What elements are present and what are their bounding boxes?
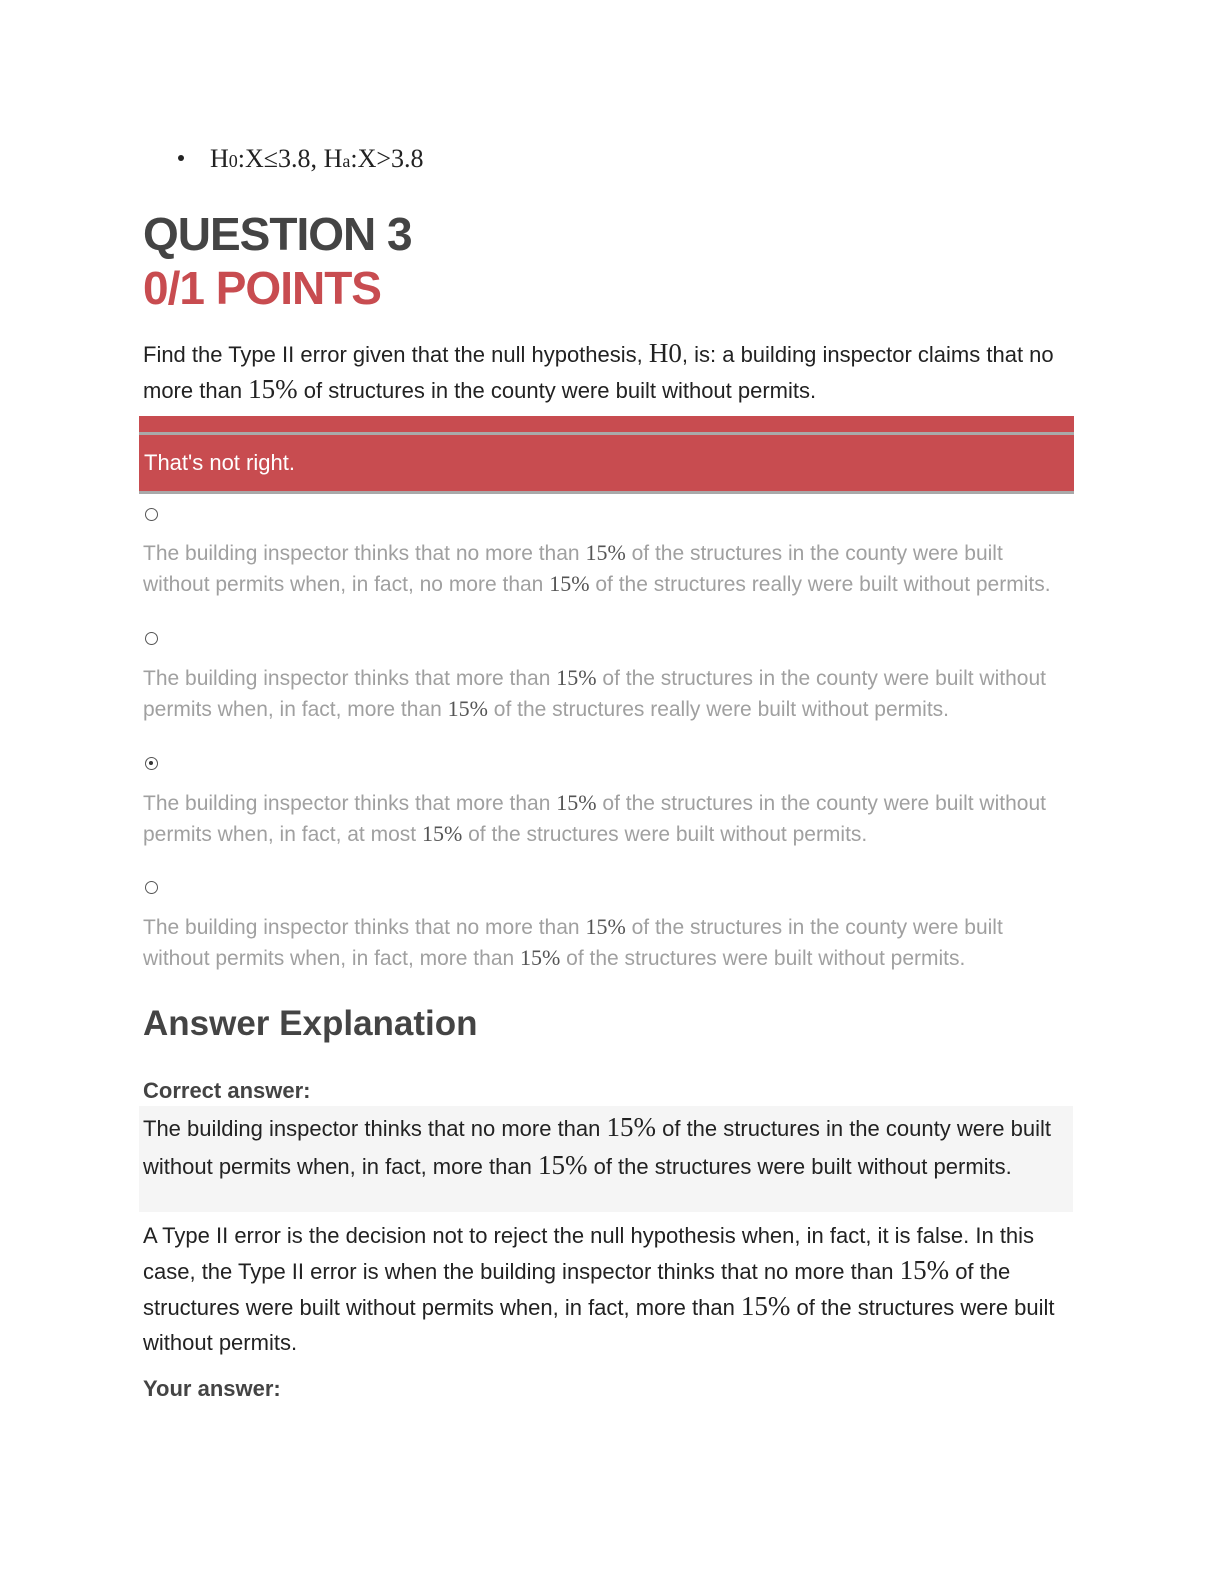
option-3-percent-1: 15% [556, 790, 597, 815]
question-text [143, 336, 1073, 408]
option-1-radio[interactable] [145, 508, 158, 521]
option-1-text[interactable] [143, 538, 1073, 600]
option-1-percent-1: 15% [585, 540, 626, 565]
your-answer-label: Your answer: [143, 1376, 281, 1401]
option-4-part3: of the structures were built without permits. [560, 947, 966, 970]
option-2-part2: of the structures in the county were built without permits when, in fact, more than [143, 667, 1046, 721]
option-2-text[interactable] [143, 663, 1073, 725]
option-4-radio[interactable] [145, 881, 158, 894]
option-4-text[interactable] [143, 912, 1073, 974]
question-points: 0/1 POINTS [143, 262, 381, 314]
explanation-percent-2: 15% [740, 1291, 791, 1321]
feedback-banner [139, 416, 1074, 494]
question-text-part2: , is: a building inspector claims that no more than [143, 342, 1054, 403]
option-2-part1: The building inspector thinks that more than [143, 667, 557, 690]
ha-subscript: a [342, 151, 351, 171]
option-3-part1: The building inspector thinks that more than [143, 792, 557, 815]
correct-part2: of the structures in the county were built without permits when, in fact, more than [143, 1116, 1051, 1179]
option-1-part3: of the structures really were built without permits. [589, 573, 1051, 596]
option-4-percent-2: 15% [520, 945, 561, 970]
correct-part1: The building inspector thinks that no more than [143, 1116, 607, 1141]
option-4-part2: of the structures in the county were built without permits when, in fact, more than [143, 916, 1003, 970]
h0-symbol: H [210, 144, 229, 173]
h0-subscript: 0 [228, 151, 238, 171]
option-3-radio[interactable] [145, 757, 158, 770]
answer-explanation-heading: Answer Explanation [143, 1004, 478, 1043]
option-1-part1: The building inspector thinks that no more than [143, 542, 586, 565]
option-2-part3: of the structures really were built without permits. [487, 698, 949, 721]
correct-percent-1: 15% [606, 1112, 656, 1142]
explanation-part2: of the structures were built without permits when, in fact, more than [143, 1259, 1011, 1320]
option-3-text[interactable] [143, 788, 1073, 850]
option-2-radio[interactable] [145, 632, 158, 645]
option-2-percent-1: 15% [556, 665, 597, 690]
option-4-percent-1: 15% [585, 914, 626, 939]
explanation-body [143, 1218, 1073, 1360]
option-3-percent-2: 15% [421, 821, 463, 846]
feedback-divider [139, 432, 1074, 435]
ha-relation: :X>3.8 [350, 144, 424, 173]
correct-part3: of the structures were built without permits. [587, 1154, 1012, 1179]
bullet-dot [178, 155, 184, 161]
explanation-part1: A Type II error is the decision not to reject the null hypothesis when, in fact, it is false. In this case, the Type II error is when the building inspector thinks that no more than [143, 1223, 1035, 1284]
hypothesis-bullet [178, 144, 424, 174]
option-4-part1: The building inspector thinks that no more than [143, 916, 586, 939]
null-hypothesis-symbol: H0 [648, 338, 682, 368]
question-text-part1: Find the Type II error given that the null hypothesis, [143, 342, 649, 367]
option-2-percent-2: 15% [447, 696, 488, 721]
option-1-percent-2: 15% [549, 571, 590, 596]
question-percent: 15% [248, 374, 298, 404]
option-3-part2: of the structures in the county were built without permits when, in fact, at most [143, 792, 1046, 846]
question-title: QUESTION 3 [143, 208, 412, 260]
option-1-part2: of the structures in the county were built without permits when, in fact, no more than [143, 542, 1003, 596]
question-text-part3: of structures in the county were built without permits. [297, 378, 817, 403]
option-3-part3: of the structures were built without permits. [462, 823, 868, 846]
correct-answer-label: Correct answer: [143, 1078, 311, 1103]
h0-relation: :X≤3.8, [237, 144, 324, 173]
feedback-label: That's not right. [144, 450, 295, 475]
ha-symbol: H [323, 144, 343, 173]
explanation-percent-1: 15% [899, 1255, 950, 1285]
correct-answer-text [143, 1109, 1068, 1185]
explanation-part3: of the structures were built without permits. [143, 1295, 1055, 1355]
correct-percent-2: 15% [537, 1150, 588, 1180]
